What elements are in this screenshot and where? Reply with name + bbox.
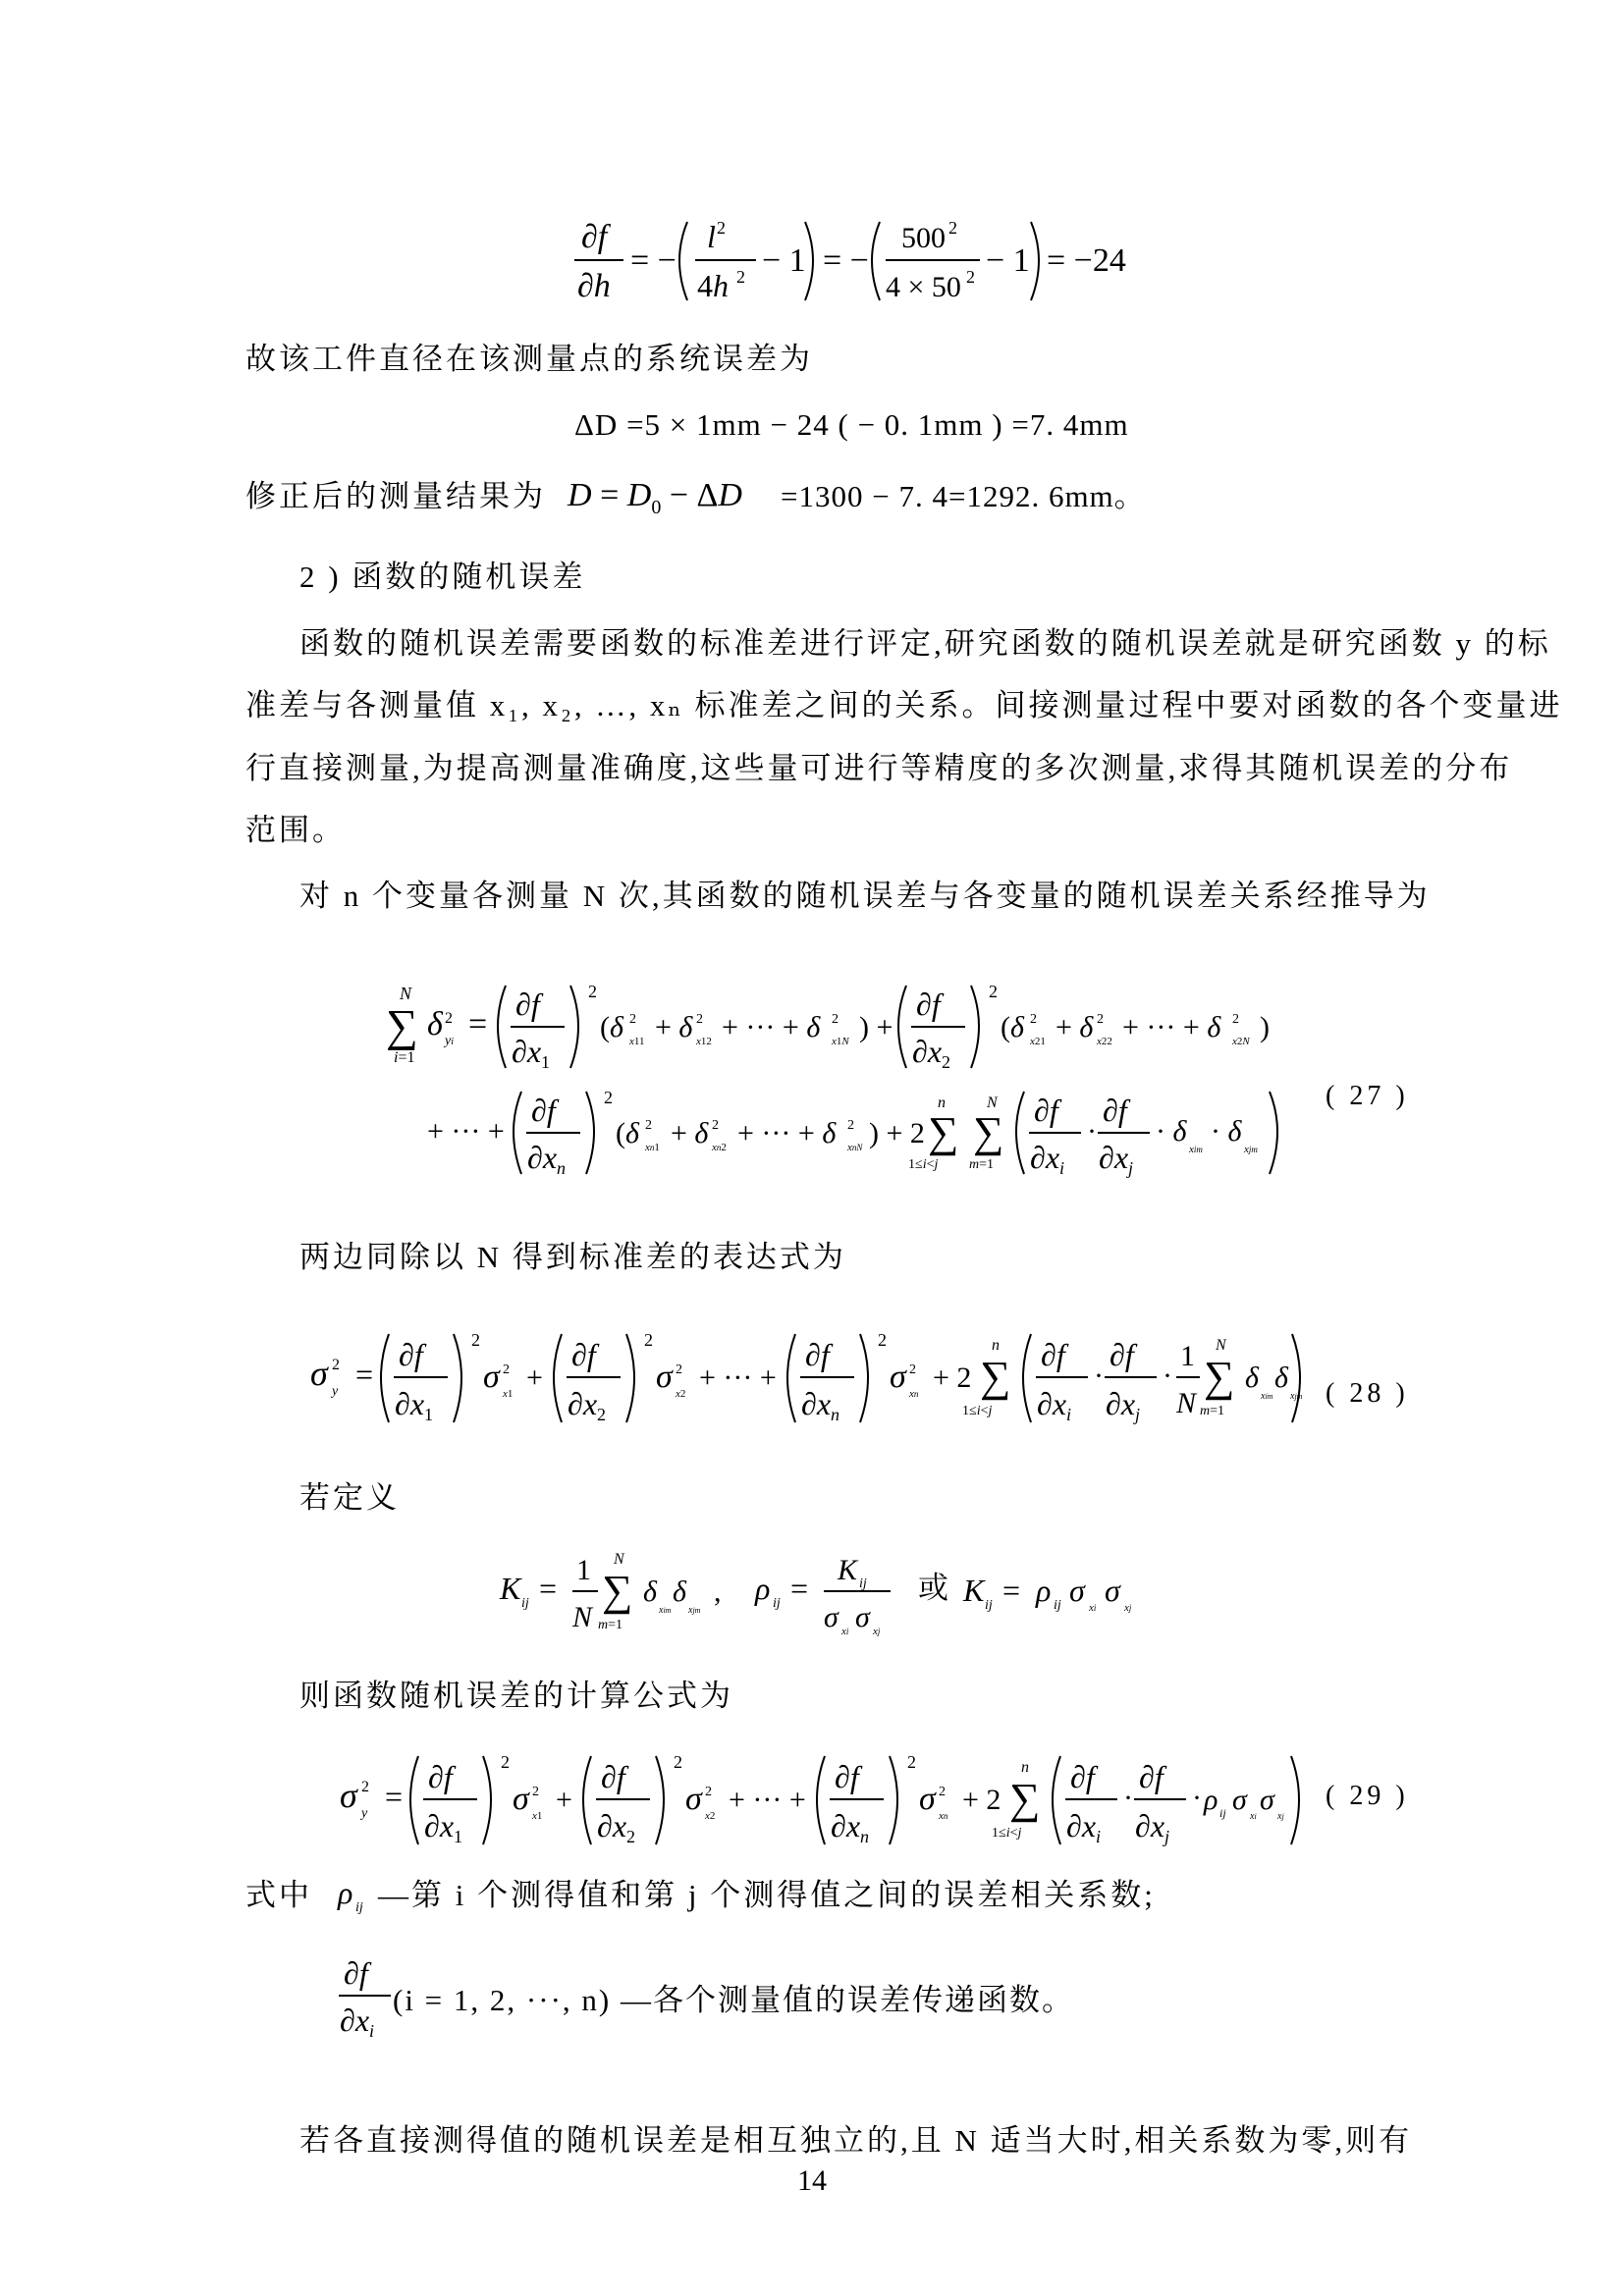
svg-text:xi: xi (1250, 1811, 1257, 1822)
svg-text:∑: ∑ (386, 1000, 418, 1050)
text-corrected-value: =1300 − 7. 4=1292. 6mm。 (781, 479, 1146, 513)
svg-text:xim: xim (1189, 1144, 1203, 1155)
svg-text:xj: xj (873, 1626, 881, 1637)
symbol-partial-xi (334, 1949, 393, 2047)
svg-text:=: = (355, 1357, 374, 1392)
svg-text:x22: x22 (1097, 1036, 1112, 1047)
equation-29 (334, 1742, 1237, 1860)
svg-text:2: 2 (604, 1088, 613, 1107)
svg-text:∂x1: ∂x1 (424, 1808, 463, 1846)
svg-text:σ: σ (483, 1359, 500, 1395)
paragraph-line: 函数的随机误差需要函数的标准差进行评定,研究函数的随机误差就是研究函数 y 的标 (299, 626, 1551, 661)
svg-text:(δ: (δ (1001, 1011, 1024, 1043)
svg-text:K: K (963, 1573, 985, 1608)
svg-text:+ δ: + δ (1056, 1011, 1094, 1043)
svg-text:=: = (468, 1006, 488, 1042)
svg-text:2: 2 (501, 1752, 510, 1772)
svg-text:x1N: x1N (832, 1036, 849, 1047)
svg-text:2: 2 (645, 1118, 652, 1133)
symbol-rho-ij (336, 1870, 375, 1919)
svg-text:+ ··· + δ: + ··· + δ (722, 1011, 821, 1043)
svg-text:∂xj: ∂xj (1106, 1386, 1141, 1424)
paragraph-line: 范围。 (245, 813, 346, 847)
svg-text:ij: ij (859, 1576, 867, 1591)
svg-text:K: K (838, 1554, 858, 1586)
svg-text:2: 2 (674, 1752, 682, 1772)
svg-text:∂xj: ∂xj (1135, 1808, 1170, 1846)
svg-text:4 × 50: 4 × 50 (886, 271, 961, 303)
svg-text:·: · (1192, 1782, 1202, 1814)
svg-text:2: 2 (717, 218, 726, 238)
svg-text:2: 2 (832, 1012, 839, 1027)
svg-text:∂f: ∂f (581, 219, 608, 255)
svg-text:∂f: ∂f (1070, 1759, 1095, 1794)
svg-text:x2: x2 (705, 1810, 716, 1822)
svg-text:+ δ: + δ (655, 1011, 693, 1043)
svg-text:δ: δ (673, 1575, 686, 1608)
svg-text:∂f: ∂f (399, 1337, 423, 1372)
svg-text:2: 2 (712, 1118, 719, 1133)
svg-text:ρ: ρ (338, 1875, 353, 1910)
svg-text:σ: σ (685, 1781, 702, 1817)
svg-text:∂xn: ∂xn (831, 1808, 870, 1846)
svg-text:2: 2 (696, 1012, 703, 1027)
svg-text:x1: x1 (532, 1810, 543, 1822)
svg-text:2: 2 (948, 218, 957, 238)
paragraph-independent: 若各直接测得值的随机误差是相互独立的,且 N 适当大时,相关系数为零,则有 (299, 2123, 1413, 2158)
svg-text:+ ··· + δ: + ··· + δ (1122, 1011, 1221, 1043)
svg-text:N: N (400, 984, 412, 1003)
svg-text:(δ: (δ (616, 1117, 639, 1149)
svg-text:∂f: ∂f (1034, 1093, 1058, 1128)
svg-text:xn1: xn1 (645, 1142, 660, 1153)
svg-text:2: 2 (361, 1779, 369, 1795)
svg-text:y: y (332, 1384, 339, 1399)
equation-number-27: ( 27 ) (1326, 1081, 1409, 1111)
svg-text:=: = (539, 1571, 558, 1606)
svg-text:N: N (614, 1551, 624, 1568)
svg-text:∑: ∑ (980, 1353, 1011, 1401)
svg-text:∂x2: ∂x2 (568, 1386, 607, 1424)
equation-definitions (496, 1536, 1164, 1644)
svg-text:∑: ∑ (973, 1108, 1004, 1156)
svg-text:xjm: xjm (688, 1605, 701, 1616)
svg-text:2: 2 (503, 1362, 510, 1377)
svg-text:2: 2 (939, 1785, 946, 1799)
equation-number-28: ( 28 ) (1326, 1378, 1409, 1409)
svg-text:∑: ∑ (1204, 1353, 1235, 1401)
svg-text:∂f: ∂f (805, 1337, 830, 1372)
equation-27 (378, 972, 1389, 1188)
svg-text:σ: σ (824, 1601, 839, 1633)
svg-text:ij: ij (1219, 1806, 1226, 1820)
text-where-partial: (i = 1, 2, ···, n) —各个测量值的误差传递函数。 (393, 1983, 1074, 2017)
svg-text:2: 2 (989, 982, 998, 1001)
svg-text:1≤i<j: 1≤i<j (908, 1157, 939, 1172)
svg-text:∂f: ∂f (428, 1759, 453, 1794)
svg-text:2: 2 (676, 1362, 682, 1377)
equation-28 (304, 1320, 1303, 1438)
svg-text:i=1: i=1 (394, 1049, 415, 1066)
svg-text:2: 2 (909, 1362, 916, 1377)
svg-text:2: 2 (847, 1118, 854, 1133)
svg-text:2: 2 (966, 267, 975, 287)
svg-text:∂f: ∂f (835, 1759, 859, 1794)
svg-text:y: y (361, 1806, 368, 1821)
svg-text:= −: = − (630, 242, 677, 279)
svg-text:2: 2 (332, 1357, 340, 1373)
svg-text:1≤i<j: 1≤i<j (992, 1826, 1022, 1841)
svg-text:+ ··· +: + ··· + (729, 1784, 806, 1816)
svg-text:+ ··· +: + ··· + (699, 1362, 777, 1394)
svg-text:,: , (714, 1575, 722, 1608)
svg-text:∂xj: ∂xj (1099, 1140, 1134, 1178)
page-number: 14 (797, 2164, 827, 2197)
svg-text:) + 2: ) + 2 (869, 1117, 925, 1149)
svg-text:∑: ∑ (1009, 1775, 1041, 1823)
svg-text:2: 2 (705, 1785, 712, 1799)
svg-text:xn2: xn2 (712, 1142, 727, 1153)
svg-text:σ: σ (1069, 1573, 1085, 1608)
svg-text:∂f: ∂f (344, 1955, 368, 1991)
svg-text:∂x1: ∂x1 (395, 1386, 434, 1424)
svg-text:σ: σ (855, 1601, 870, 1633)
svg-text:1≤i<j: 1≤i<j (962, 1404, 993, 1418)
svg-text:2: 2 (532, 1785, 539, 1799)
svg-text:∂f: ∂f (601, 1759, 625, 1794)
svg-text:2: 2 (588, 982, 597, 1001)
svg-text:ρ: ρ (1204, 1784, 1218, 1816)
svg-text:∂x2: ∂x2 (597, 1808, 636, 1846)
svg-text:+ 2: + 2 (962, 1784, 1001, 1816)
svg-text:σ: σ (1260, 1784, 1274, 1816)
svg-text:x2N: x2N (1232, 1036, 1250, 1047)
svg-text:·: · (1087, 1115, 1097, 1148)
svg-text:∂f: ∂f (1110, 1337, 1134, 1372)
svg-text:σ: σ (1232, 1784, 1247, 1816)
svg-text:N: N (1176, 1387, 1197, 1419)
paragraph-formula-intro: 则函数随机误差的计算公式为 (299, 1679, 733, 1713)
equation-corrected-lhs: $D = D_0 - \Delta D$ (568, 477, 742, 518)
equation-delta-d: ΔD =5 × 1mm − 24 ( − 0. 1mm ) =7. 4mm (574, 407, 1129, 442)
svg-text:σ: σ (1105, 1573, 1120, 1608)
svg-text:xj: xj (1124, 1602, 1132, 1614)
svg-text:∂h: ∂h (577, 268, 611, 304)
svg-text:n: n (992, 1337, 1000, 1354)
equation-number-29: ( 29 ) (1326, 1781, 1409, 1811)
svg-text:l: l (707, 219, 716, 254)
svg-text:= −24: = −24 (1047, 242, 1126, 279)
svg-text:x11: x11 (629, 1036, 645, 1047)
svg-text:= −: = − (823, 242, 869, 279)
svg-text:σ: σ (656, 1359, 673, 1395)
svg-text:n: n (1021, 1759, 1029, 1776)
svg-text:∂f: ∂f (1103, 1093, 1127, 1128)
svg-text:∂xi: ∂xi (340, 2002, 375, 2041)
svg-text:σ: σ (890, 1359, 906, 1395)
svg-text:∂f: ∂f (571, 1337, 596, 1372)
svg-text:x1: x1 (503, 1388, 514, 1400)
svg-text:2: 2 (1232, 1012, 1239, 1027)
svg-text:− 1: − 1 (986, 242, 1030, 279)
svg-text:1: 1 (1180, 1340, 1195, 1372)
svg-text:500: 500 (901, 222, 946, 254)
svg-text:+ ··· +: + ··· + (427, 1115, 505, 1148)
svg-text:+ δ: + δ (671, 1117, 709, 1149)
svg-text:n: n (938, 1095, 946, 1111)
svg-text:σ: σ (340, 1776, 357, 1815)
svg-text:m=1: m=1 (969, 1157, 995, 1172)
svg-text:xj: xj (1277, 1811, 1284, 1822)
svg-text:2: 2 (1097, 1012, 1104, 1027)
text-or: 或 (918, 1571, 951, 1605)
svg-text:x12: x12 (696, 1036, 712, 1047)
svg-text:ij: ij (985, 1598, 993, 1613)
svg-text:xi: xi (841, 1626, 849, 1637)
svg-text:∂f: ∂f (1041, 1337, 1065, 1372)
svg-text:+ 2: + 2 (933, 1362, 972, 1394)
svg-text:K: K (500, 1571, 521, 1606)
equation-29-tail (1232, 1742, 1311, 1860)
equation-28-close-paren (1290, 1320, 1310, 1438)
svg-text:ij: ij (521, 1596, 529, 1611)
paragraph-divide-by-n: 两边同除以 N 得到标准差的表达式为 (299, 1240, 846, 1274)
svg-text:(δ: (δ (600, 1011, 623, 1043)
svg-text:+: + (526, 1362, 543, 1394)
svg-text:∑: ∑ (928, 1108, 959, 1156)
paragraph-line: 准差与各测量值 x₁, x₂, …, xₙ 标准差之间的关系。间接测量过程中要对函数的各个变量进 (245, 688, 1563, 722)
svg-text:4h: 4h (697, 268, 729, 303)
svg-text:∂xi: ∂xi (1030, 1140, 1065, 1178)
svg-text:2: 2 (629, 1012, 636, 1027)
svg-text:m=1: m=1 (1200, 1404, 1225, 1418)
svg-text:xn: xn (939, 1810, 948, 1822)
svg-text:ij: ij (355, 1900, 363, 1915)
svg-text:∂xn: ∂xn (527, 1140, 567, 1178)
equation-partial-h (569, 206, 1126, 314)
svg-text:xjm: xjm (1290, 1391, 1303, 1402)
svg-text:xnN: xnN (847, 1142, 863, 1153)
svg-text:· δ: · δ (1211, 1115, 1242, 1148)
svg-text:N: N (572, 1601, 593, 1633)
paragraph-derivation-intro: 对 n 个变量各测量 N 次,其函数的随机误差与各变量的随机误差关系经推导为 (299, 879, 1431, 913)
svg-text:σ: σ (310, 1354, 328, 1393)
svg-text:δ: δ (1274, 1362, 1288, 1394)
svg-text:+: + (556, 1784, 572, 1816)
svg-text:=: = (790, 1571, 809, 1606)
svg-text:ρ: ρ (755, 1571, 771, 1606)
svg-text:δ: δ (643, 1575, 657, 1608)
text-corrected-label: 修正后的测量结果为 (245, 479, 546, 513)
svg-text:σ: σ (513, 1781, 529, 1817)
svg-text:δ: δ (427, 1006, 443, 1042)
text-where-label: 式中 (245, 1878, 312, 1912)
svg-text:2: 2 (1030, 1012, 1037, 1027)
svg-text:δ: δ (1245, 1362, 1259, 1394)
svg-text:+ ··· + δ: + ··· + δ (737, 1117, 837, 1149)
svg-text:ij: ij (1054, 1598, 1061, 1613)
svg-text:yi: yi (445, 1034, 454, 1048)
text-where-rho: —第 i 个测得值和第 j 个测得值之间的误差相关系数; (378, 1878, 1156, 1912)
svg-text:xjm: xjm (1244, 1144, 1258, 1155)
paragraph-line: 行直接测量,为提高测量准确度,这些量可进行等精度的多次测量,求得其随机误差的分布 (245, 751, 1513, 785)
svg-text:m=1: m=1 (598, 1618, 623, 1632)
svg-text:∂f: ∂f (531, 1093, 556, 1128)
svg-text:·: · (1094, 1360, 1104, 1392)
svg-text:∂f: ∂f (916, 987, 941, 1022)
svg-text:xn: xn (909, 1388, 919, 1400)
svg-text:2: 2 (736, 267, 745, 287)
svg-text:) +: ) + (859, 1011, 893, 1043)
svg-text:∂xn: ∂xn (801, 1386, 840, 1424)
svg-text:− 1: − 1 (762, 242, 806, 279)
svg-text:N: N (987, 1095, 998, 1111)
svg-text:·: · (1163, 1360, 1172, 1392)
svg-text:∂x1: ∂x1 (512, 1034, 551, 1072)
svg-text:1: 1 (576, 1554, 591, 1586)
svg-text:=: = (385, 1779, 404, 1814)
svg-text:∂x2: ∂x2 (912, 1034, 951, 1072)
svg-text:∂f: ∂f (515, 987, 540, 1022)
svg-text:2: 2 (907, 1752, 916, 1772)
svg-text:xi: xi (1089, 1602, 1097, 1614)
svg-text:2: 2 (644, 1330, 653, 1350)
svg-text:∂xi: ∂xi (1066, 1808, 1102, 1846)
svg-text:ij: ij (773, 1596, 781, 1611)
svg-text:xim: xim (1261, 1391, 1273, 1402)
svg-text:x21: x21 (1030, 1036, 1046, 1047)
svg-text:ρ: ρ (1036, 1573, 1052, 1608)
text-system-error-intro: 故该工件直径在该测量点的系统误差为 (245, 342, 813, 376)
section-heading: 2 ) 函数的随机误差 (299, 560, 586, 594)
svg-text:· δ: · δ (1156, 1115, 1187, 1148)
paragraph-if-define: 若定义 (299, 1480, 400, 1515)
svg-text:=: = (1002, 1573, 1021, 1608)
svg-text:): ) (1260, 1011, 1270, 1043)
svg-text:∂f: ∂f (1139, 1759, 1164, 1794)
svg-text:N: N (1216, 1337, 1226, 1354)
svg-text:·: · (1123, 1782, 1133, 1814)
svg-text:∂xi: ∂xi (1037, 1386, 1072, 1424)
svg-text:2: 2 (878, 1330, 887, 1350)
svg-text:2: 2 (471, 1330, 480, 1350)
svg-text:σ: σ (919, 1781, 936, 1817)
svg-text:2: 2 (445, 1010, 453, 1027)
svg-text:xim: xim (659, 1605, 672, 1616)
svg-text:x2: x2 (676, 1388, 686, 1400)
svg-text:∑: ∑ (602, 1567, 633, 1615)
